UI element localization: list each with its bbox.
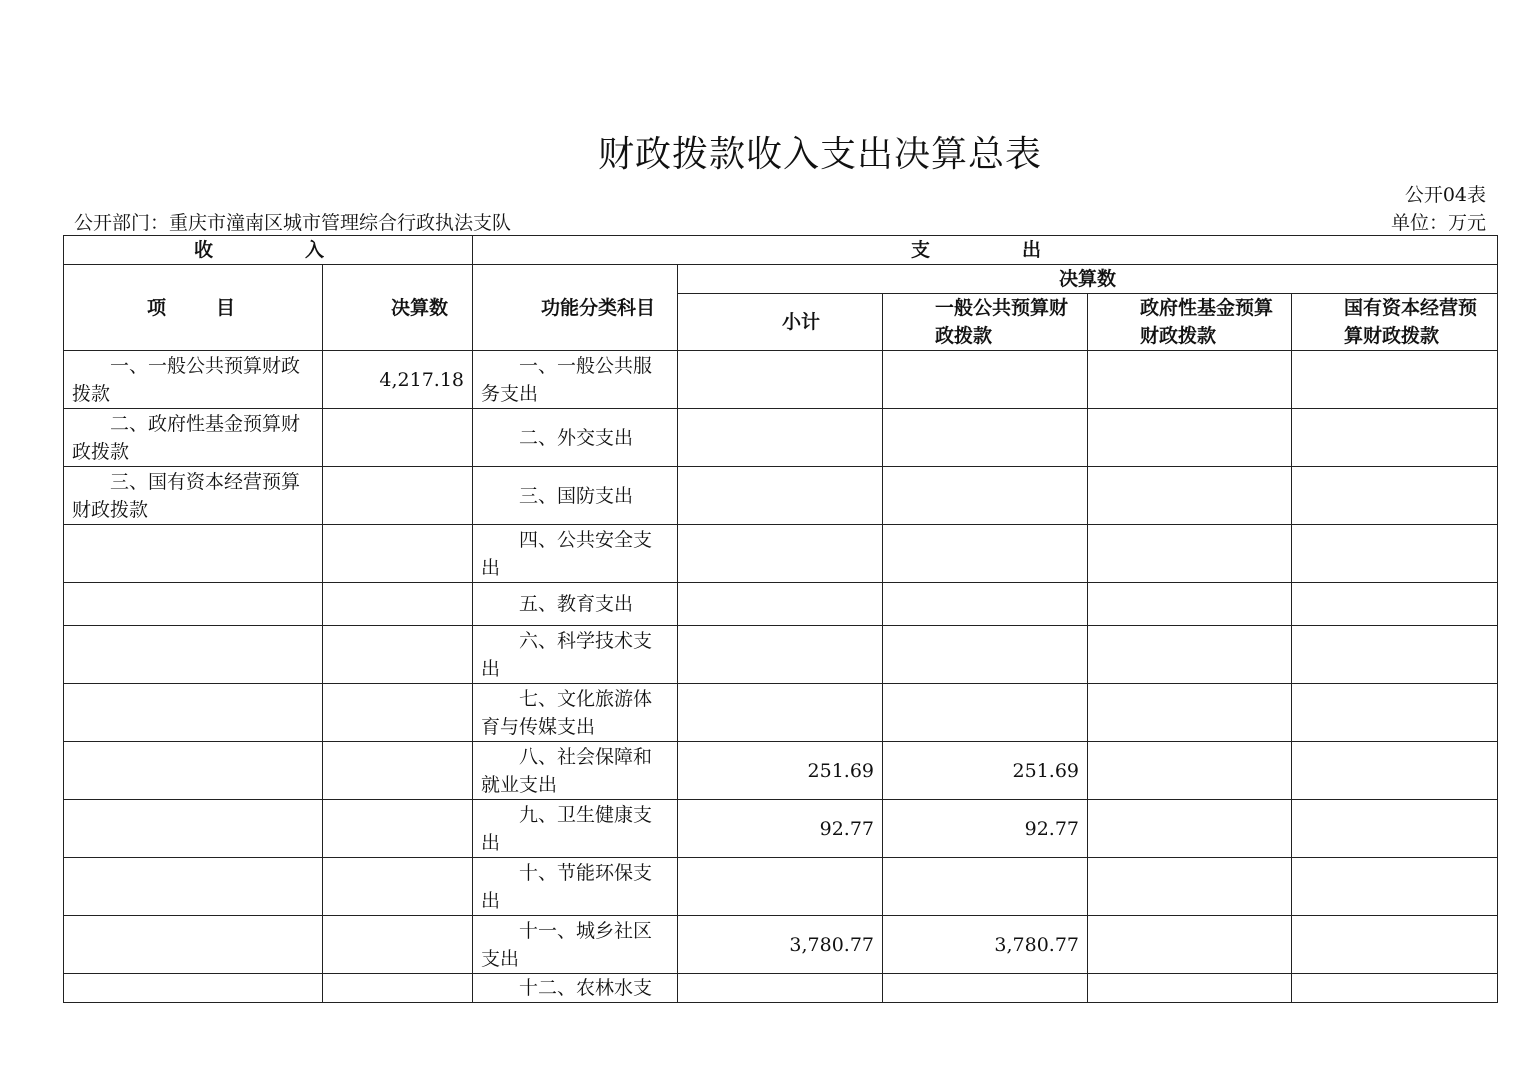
general-budget-cell bbox=[883, 467, 1088, 525]
gov-fund-cell bbox=[1088, 525, 1292, 583]
income-amount-cell bbox=[323, 916, 473, 974]
state-capital-cell bbox=[1292, 858, 1498, 916]
subtotal-cell bbox=[678, 974, 883, 1003]
gov-fund-cell bbox=[1088, 800, 1292, 858]
subtotal-cell: 3,780.77 bbox=[678, 916, 883, 974]
general-budget-cell bbox=[883, 583, 1088, 626]
table-row bbox=[64, 684, 1498, 742]
general-budget-header: 一般公共预算财政拨款 bbox=[883, 294, 1088, 351]
general-budget-cell: 3,780.77 bbox=[883, 916, 1088, 974]
category-cell: 八、社会保障和就业支出 bbox=[473, 742, 678, 800]
table-row bbox=[64, 467, 1498, 525]
category-cell: 一、一般公共服务支出 bbox=[473, 351, 678, 409]
income-amount-cell bbox=[323, 467, 473, 525]
unit-label: 单位：万元 bbox=[1390, 212, 1486, 234]
state-capital-cell bbox=[1292, 684, 1498, 742]
income-item-cell bbox=[64, 684, 323, 742]
income-amount-cell: 4,217.18 bbox=[323, 351, 473, 409]
category-cell: 十二、农林水支 bbox=[473, 974, 678, 1003]
state-capital-header: 国有资本经营预算财政拨款 bbox=[1292, 294, 1498, 351]
general-budget-cell: 251.69 bbox=[883, 742, 1088, 800]
income-item-cell bbox=[64, 858, 323, 916]
subtotal-cell bbox=[678, 858, 883, 916]
income-item-cell: 三、国有资本经营预算财政拨款 bbox=[64, 467, 323, 525]
state-capital-cell bbox=[1292, 351, 1498, 409]
gov-fund-cell bbox=[1088, 916, 1292, 974]
gov-fund-cell bbox=[1088, 858, 1292, 916]
state-capital-cell bbox=[1292, 916, 1498, 974]
table-row bbox=[64, 583, 1498, 626]
table-row bbox=[64, 626, 1498, 684]
income-amount-cell bbox=[323, 858, 473, 916]
income-item-cell bbox=[64, 742, 323, 800]
subtotal-cell: 92.77 bbox=[678, 800, 883, 858]
income-amount-cell bbox=[323, 583, 473, 626]
category-cell: 七、文化旅游体育与传媒支出 bbox=[473, 684, 678, 742]
state-capital-cell bbox=[1292, 409, 1498, 467]
income-amount-cell bbox=[323, 409, 473, 467]
general-budget-cell bbox=[883, 974, 1088, 1003]
income-amount-cell bbox=[323, 626, 473, 684]
subtotal-cell bbox=[678, 684, 883, 742]
general-budget-cell bbox=[883, 626, 1088, 684]
state-capital-cell bbox=[1292, 525, 1498, 583]
category-cell: 四、公共安全支出 bbox=[473, 525, 678, 583]
state-capital-cell bbox=[1292, 467, 1498, 525]
table-row bbox=[64, 916, 1498, 974]
table-row bbox=[64, 742, 1498, 800]
subtotal-cell bbox=[678, 525, 883, 583]
header-row-1 bbox=[64, 236, 1498, 265]
amount-header: 决算数 bbox=[323, 265, 473, 351]
state-capital-cell bbox=[1292, 800, 1498, 858]
category-header: 功能分类科目 bbox=[473, 265, 678, 351]
gov-fund-cell bbox=[1088, 974, 1292, 1003]
category-cell: 十、节能环保支出 bbox=[473, 858, 678, 916]
item-header: 项 目 bbox=[64, 265, 323, 351]
income-item-cell: 二、政府性基金预算财政拨款 bbox=[64, 409, 323, 467]
final-amount-header: 决算数 bbox=[678, 265, 1498, 294]
general-budget-cell bbox=[883, 684, 1088, 742]
income-item-cell bbox=[64, 583, 323, 626]
header-row-2 bbox=[64, 265, 1498, 294]
income-item-cell bbox=[64, 525, 323, 583]
gov-fund-cell bbox=[1088, 626, 1292, 684]
budget-table bbox=[63, 235, 1498, 1003]
table-row bbox=[64, 800, 1498, 858]
table-row bbox=[64, 525, 1498, 583]
category-cell: 五、教育支出 bbox=[473, 583, 678, 626]
state-capital-cell bbox=[1292, 974, 1498, 1003]
subtotal-cell bbox=[678, 583, 883, 626]
subtotal-cell bbox=[678, 409, 883, 467]
category-cell: 十一、城乡社区支出 bbox=[473, 916, 678, 974]
gov-fund-cell bbox=[1088, 742, 1292, 800]
income-amount-cell bbox=[323, 974, 473, 1003]
table-row bbox=[64, 409, 1498, 467]
general-budget-cell bbox=[883, 351, 1088, 409]
gov-fund-cell bbox=[1088, 684, 1292, 742]
income-item-cell: 一、一般公共预算财政拨款 bbox=[64, 351, 323, 409]
subtotal-cell: 251.69 bbox=[678, 742, 883, 800]
income-item-cell bbox=[64, 800, 323, 858]
state-capital-cell bbox=[1292, 626, 1498, 684]
general-budget-cell bbox=[883, 525, 1088, 583]
category-cell: 三、国防支出 bbox=[473, 467, 678, 525]
category-cell: 六、科学技术支出 bbox=[473, 626, 678, 684]
subtotal-cell bbox=[678, 467, 883, 525]
gov-fund-cell bbox=[1088, 583, 1292, 626]
income-amount-cell bbox=[323, 800, 473, 858]
general-budget-cell bbox=[883, 409, 1088, 467]
general-budget-cell bbox=[883, 858, 1088, 916]
income-header: 收 入 bbox=[64, 236, 473, 265]
table-row bbox=[64, 974, 1498, 1003]
category-cell: 九、卫生健康支出 bbox=[473, 800, 678, 858]
gov-fund-header: 政府性基金预算财政拨款 bbox=[1088, 294, 1292, 351]
department-label: 公开部门：重庆市潼南区城市管理综合行政执法支队 bbox=[74, 212, 512, 234]
form-number: 公开04表 bbox=[1404, 184, 1486, 206]
subtotal-cell bbox=[678, 351, 883, 409]
gov-fund-cell bbox=[1088, 351, 1292, 409]
table-row bbox=[64, 351, 1498, 409]
subtotal-header: 小计 bbox=[678, 294, 883, 351]
table-row bbox=[64, 858, 1498, 916]
income-amount-cell bbox=[323, 684, 473, 742]
income-item-cell bbox=[64, 626, 323, 684]
gov-fund-cell bbox=[1088, 467, 1292, 525]
income-amount-cell bbox=[323, 742, 473, 800]
category-cell: 二、外交支出 bbox=[473, 409, 678, 467]
page-title: 财政拨款收入支出决算总表 bbox=[597, 134, 1042, 175]
general-budget-cell: 92.77 bbox=[883, 800, 1088, 858]
income-amount-cell bbox=[323, 525, 473, 583]
subtotal-cell bbox=[678, 626, 883, 684]
state-capital-cell bbox=[1292, 583, 1498, 626]
income-item-cell bbox=[64, 916, 323, 974]
income-item-cell bbox=[64, 974, 323, 1003]
expense-header: 支 出 bbox=[473, 236, 1498, 265]
gov-fund-cell bbox=[1088, 409, 1292, 467]
state-capital-cell bbox=[1292, 742, 1498, 800]
